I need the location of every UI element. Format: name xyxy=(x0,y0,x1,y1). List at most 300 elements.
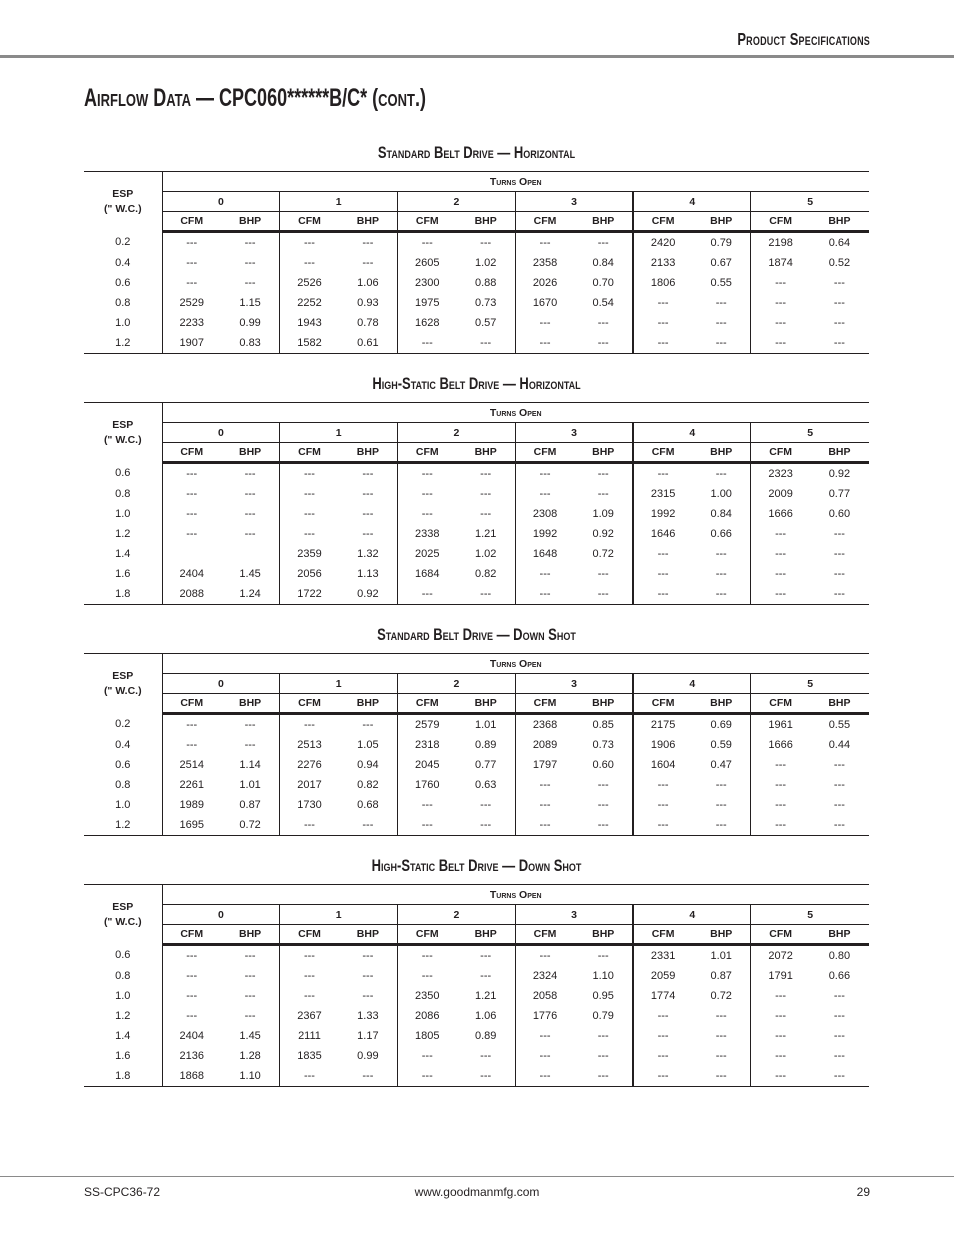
bhp-cell: --- xyxy=(339,714,398,736)
footer-rule xyxy=(0,1176,954,1177)
bhp-cell: 0.92 xyxy=(828,468,851,480)
bhp-cell: --- xyxy=(456,484,515,504)
bhp-cell: --- xyxy=(221,524,280,544)
cfm-cell: 2359 xyxy=(297,548,322,560)
cfm-cell: --- xyxy=(539,488,551,500)
bhp-cell: 1.00 xyxy=(692,484,751,504)
bhp-column-header: BHP xyxy=(456,443,515,463)
esp-label: ESP xyxy=(112,669,134,682)
bhp-cell: --- xyxy=(810,815,869,836)
turns-column-header: 2 xyxy=(398,192,516,212)
bhp-column-header: BHP xyxy=(339,694,398,714)
cfm-cell: --- xyxy=(539,950,551,962)
cfm-cell: --- xyxy=(539,568,551,580)
bhp-cell: 1.09 xyxy=(574,504,633,524)
cfm-cell: 2350 xyxy=(415,990,440,1002)
header-row-turns-open xyxy=(84,885,869,905)
cfm-cell: --- xyxy=(186,277,198,289)
cfm-cell: --- xyxy=(539,468,551,480)
bhp-cell: 0.44 xyxy=(828,739,851,751)
esp-value-cell: 1.8 xyxy=(84,1066,162,1087)
table-row xyxy=(84,484,869,504)
bhp-column-header: BHP xyxy=(574,212,633,232)
bhp-cell: 0.94 xyxy=(339,755,398,775)
bhp-cell: --- xyxy=(692,815,751,836)
cfm-column-header: CFM xyxy=(633,443,692,463)
table-row xyxy=(84,293,869,313)
bhp-cell: 1.02 xyxy=(456,544,515,564)
bhp-cell: --- xyxy=(833,317,845,329)
bhp-cell: 1.45 xyxy=(221,1026,280,1046)
bhp-cell: 1.05 xyxy=(339,735,398,755)
bhp-cell: 0.82 xyxy=(456,564,515,584)
bhp-cell: 1.13 xyxy=(339,564,398,584)
bhp-cell: 0.57 xyxy=(456,313,515,333)
cfm-cell: 2009 xyxy=(768,488,793,500)
cfm-cell: 2338 xyxy=(415,528,440,540)
turns-column-header: 4 xyxy=(633,423,751,443)
bhp-column-header: BHP xyxy=(339,443,398,463)
cfm-cell: 2088 xyxy=(162,584,221,605)
cfm-cell: 1604 xyxy=(650,759,676,771)
cfm-cell: --- xyxy=(421,970,433,982)
turns-column-header: 3 xyxy=(515,674,633,694)
bhp-cell: --- xyxy=(339,484,398,504)
cfm-cell: 1806 xyxy=(650,277,676,289)
table-title-high-static-down-shot: High-Static Belt Drive — Down Shot xyxy=(371,856,582,875)
cfm-column-header: CFM xyxy=(398,694,457,714)
bhp-cell: --- xyxy=(692,1006,751,1026)
turns-column-header: 0 xyxy=(162,905,280,925)
bhp-cell: --- xyxy=(221,1006,280,1026)
bhp-column-header: BHP xyxy=(574,925,633,945)
cfm-cell: 2198 xyxy=(768,237,793,249)
cfm-cell: --- xyxy=(186,719,198,731)
turns-column-header: 4 xyxy=(633,674,751,694)
esp-value-cell: 0.4 xyxy=(84,253,162,273)
cfm-cell: --- xyxy=(775,528,787,540)
bhp-cell: --- xyxy=(456,584,515,605)
cfm-cell: 2089 xyxy=(532,739,558,751)
bhp-cell: --- xyxy=(833,779,845,791)
bhp-cell: --- xyxy=(810,1066,869,1087)
bhp-cell: 0.64 xyxy=(828,237,851,249)
cfm-cell: --- xyxy=(186,468,198,480)
cfm-cell: --- xyxy=(539,317,551,329)
cfm-cell: --- xyxy=(775,548,787,560)
cfm-cell: --- xyxy=(657,1030,669,1042)
bhp-cell: 0.78 xyxy=(339,313,398,333)
cfm-cell: 2252 xyxy=(297,297,322,309)
cfm-cell: 2072 xyxy=(768,950,793,962)
bhp-cell: 1.33 xyxy=(339,1006,398,1026)
esp-value-cell: 1.2 xyxy=(84,524,162,544)
turns-column-header: 1 xyxy=(280,905,398,925)
header-row-units xyxy=(84,443,869,463)
bhp-cell: 0.89 xyxy=(456,735,515,755)
cfm-cell: 2133 xyxy=(650,257,676,269)
cfm-cell: --- xyxy=(186,1010,198,1022)
bhp-column-header: BHP xyxy=(810,694,869,714)
cfm-cell: 2368 xyxy=(532,719,558,731)
cfm-cell: --- xyxy=(398,584,457,605)
bhp-cell: 1.28 xyxy=(221,1046,280,1066)
table-row xyxy=(84,1026,869,1046)
turns-column-header: 3 xyxy=(515,192,633,212)
bhp-cell: --- xyxy=(692,584,751,605)
turns-column-header: 1 xyxy=(280,674,398,694)
cfm-cell: 1835 xyxy=(297,1050,322,1062)
cfm-cell: 2086 xyxy=(415,1010,440,1022)
cfm-cell: --- xyxy=(186,950,198,962)
esp-value-cell: 1.2 xyxy=(84,815,162,836)
cfm-cell: 2420 xyxy=(650,237,676,249)
cfm-column-header: CFM xyxy=(162,694,221,714)
bhp-cell: 0.84 xyxy=(574,253,633,273)
cfm-cell: 1730 xyxy=(297,799,322,811)
bhp-cell: --- xyxy=(833,759,845,771)
bhp-column-header: BHP xyxy=(692,694,751,714)
bhp-cell: --- xyxy=(692,1026,751,1046)
cfm-cell: --- xyxy=(398,333,457,354)
bhp-cell: 1.10 xyxy=(221,1066,280,1087)
esp-label: ESP xyxy=(112,418,134,431)
turns-open-header: Turns Open xyxy=(162,403,869,423)
esp-column-header xyxy=(84,403,162,463)
cfm-cell: --- xyxy=(751,815,810,836)
bhp-cell: --- xyxy=(833,799,845,811)
airflow-table-standard-horizontal xyxy=(84,171,869,354)
bhp-column-header: BHP xyxy=(574,694,633,714)
bhp-cell: 0.47 xyxy=(692,755,751,775)
header-row-turns-open xyxy=(84,403,869,423)
bhp-cell: 0.82 xyxy=(339,775,398,795)
cfm-cell: --- xyxy=(280,815,339,836)
esp-unit-label: (" W.C.) xyxy=(103,684,142,697)
bhp-cell: 0.63 xyxy=(456,775,515,795)
bhp-cell: --- xyxy=(339,1066,398,1087)
bhp-cell: --- xyxy=(339,253,398,273)
cfm-cell: 1774 xyxy=(650,990,676,1002)
esp-value-cell: 0.8 xyxy=(84,966,162,986)
table-row xyxy=(84,735,869,755)
bhp-cell: --- xyxy=(339,945,398,967)
cfm-column-header: CFM xyxy=(280,212,339,232)
header-row-units xyxy=(84,694,869,714)
bhp-cell: 1.24 xyxy=(221,584,280,605)
esp-value-cell: 0.6 xyxy=(84,945,162,967)
cfm-cell: --- xyxy=(539,237,551,249)
cfm-cell: 2605 xyxy=(415,257,440,269)
cfm-cell: 1805 xyxy=(415,1030,440,1042)
header-row-turn-numbers xyxy=(84,674,869,694)
cfm-cell: --- xyxy=(633,815,692,836)
cfm-cell: 1907 xyxy=(162,333,221,354)
bhp-cell: --- xyxy=(833,297,845,309)
bhp-cell: --- xyxy=(221,966,280,986)
bhp-cell: 0.99 xyxy=(339,1046,398,1066)
bhp-cell: 0.79 xyxy=(574,1006,633,1026)
airflow-table-high-static-horizontal xyxy=(84,402,869,605)
cfm-cell: --- xyxy=(186,508,198,520)
cfm-cell: 2026 xyxy=(532,277,558,289)
bhp-cell: --- xyxy=(221,463,280,485)
bhp-column-header: BHP xyxy=(221,443,280,463)
cfm-cell: --- xyxy=(186,257,198,269)
bhp-cell: --- xyxy=(339,524,398,544)
bhp-column-header: BHP xyxy=(221,212,280,232)
bhp-cell: --- xyxy=(339,463,398,485)
cfm-cell: 1906 xyxy=(650,739,676,751)
cfm-cell: 2276 xyxy=(297,759,322,771)
cfm-column-header: CFM xyxy=(162,443,221,463)
cfm-column-header: CFM xyxy=(515,925,574,945)
cfm-cell: --- xyxy=(421,468,433,480)
cfm-cell: --- xyxy=(775,759,787,771)
footer-doc-id: SS-CPC36-72 xyxy=(84,1185,161,1199)
bhp-cell: 0.73 xyxy=(456,293,515,313)
bhp-cell: --- xyxy=(339,966,398,986)
turns-column-header: 4 xyxy=(633,192,751,212)
bhp-cell: --- xyxy=(339,815,398,836)
table-row xyxy=(84,795,869,815)
bhp-cell: 0.77 xyxy=(828,488,851,500)
cfm-cell: --- xyxy=(421,799,433,811)
cfm-cell: 2526 xyxy=(297,277,322,289)
bhp-cell: 0.89 xyxy=(456,1026,515,1046)
cfm-cell: 2323 xyxy=(768,468,793,480)
bhp-cell: --- xyxy=(574,815,633,836)
cfm-cell: 2300 xyxy=(415,277,440,289)
cfm-cell: 1874 xyxy=(768,257,793,269)
bhp-column-header: BHP xyxy=(339,212,398,232)
cfm-cell: 2136 xyxy=(179,1050,204,1062)
bhp-cell: 1.15 xyxy=(221,293,280,313)
cfm-cell: --- xyxy=(775,297,787,309)
bhp-cell: 0.80 xyxy=(828,950,851,962)
esp-value-cell: 1.0 xyxy=(84,986,162,1006)
bhp-cell: 0.95 xyxy=(574,986,633,1006)
bhp-cell: 0.60 xyxy=(828,508,851,520)
cfm-column-header: CFM xyxy=(398,925,457,945)
bhp-cell: 1.14 xyxy=(221,755,280,775)
bhp-cell: --- xyxy=(692,1046,751,1066)
cfm-cell: --- xyxy=(657,799,669,811)
bhp-cell: 0.87 xyxy=(221,795,280,815)
bhp-cell: --- xyxy=(221,504,280,524)
cfm-cell: 1666 xyxy=(768,508,793,520)
bhp-cell: --- xyxy=(339,232,398,254)
cfm-cell: --- xyxy=(303,990,315,1002)
bhp-cell: 0.54 xyxy=(574,293,633,313)
bhp-cell: --- xyxy=(692,544,751,564)
cfm-cell: 2025 xyxy=(415,548,440,560)
cfm-cell: --- xyxy=(775,1010,787,1022)
bhp-cell: --- xyxy=(456,1046,515,1066)
cfm-cell: --- xyxy=(775,990,787,1002)
bhp-cell: 1.01 xyxy=(221,775,280,795)
cfm-cell: --- xyxy=(421,237,433,249)
cfm-column-header: CFM xyxy=(633,925,692,945)
bhp-cell: --- xyxy=(456,815,515,836)
esp-value-cell: 0.8 xyxy=(84,484,162,504)
bhp-cell: --- xyxy=(221,484,280,504)
bhp-column-header: BHP xyxy=(810,925,869,945)
cfm-cell: --- xyxy=(775,277,787,289)
cfm-cell: --- xyxy=(657,548,669,560)
bhp-column-header: BHP xyxy=(221,694,280,714)
esp-value-cell: 0.4 xyxy=(84,735,162,755)
cfm-cell: 1648 xyxy=(532,548,558,560)
cfm-cell: 2017 xyxy=(297,779,322,791)
cfm-cell: --- xyxy=(303,950,315,962)
esp-value-cell: 0.2 xyxy=(84,714,162,736)
esp-column-header xyxy=(84,172,162,232)
esp-column-header xyxy=(84,885,162,945)
bhp-cell: --- xyxy=(456,232,515,254)
bhp-cell: --- xyxy=(456,966,515,986)
bhp-cell xyxy=(221,544,280,564)
cfm-cell: 1791 xyxy=(768,970,793,982)
cfm-cell: 2058 xyxy=(532,990,558,1002)
cfm-cell: 2404 xyxy=(179,568,204,580)
cfm-cell: --- xyxy=(303,237,315,249)
cfm-cell: 2513 xyxy=(297,739,322,751)
turns-open-header: Turns Open xyxy=(162,885,869,905)
esp-value-cell: 0.6 xyxy=(84,273,162,293)
esp-value-cell: 1.2 xyxy=(84,1006,162,1026)
cfm-cell: --- xyxy=(539,1030,551,1042)
bhp-cell: 0.72 xyxy=(221,815,280,836)
cfm-cell: 1992 xyxy=(532,528,558,540)
cfm-cell: --- xyxy=(657,468,669,480)
bhp-cell: 0.59 xyxy=(692,735,751,755)
bhp-column-header: BHP xyxy=(692,443,751,463)
table-row xyxy=(84,1006,869,1026)
esp-label: ESP xyxy=(112,187,134,200)
cfm-cell: --- xyxy=(515,333,574,354)
bhp-cell: 0.99 xyxy=(221,313,280,333)
cfm-cell: --- xyxy=(751,333,810,354)
cfm-column-header: CFM xyxy=(398,212,457,232)
cfm-cell: --- xyxy=(633,333,692,354)
turns-column-header: 3 xyxy=(515,423,633,443)
bhp-cell: 0.93 xyxy=(339,293,398,313)
cfm-cell: 2358 xyxy=(532,257,558,269)
esp-value-cell: 1.8 xyxy=(84,584,162,605)
cfm-cell: --- xyxy=(186,237,198,249)
cfm-cell: --- xyxy=(515,1066,574,1087)
cfm-column-header: CFM xyxy=(751,925,810,945)
cfm-cell: --- xyxy=(421,1050,433,1062)
cfm-cell: --- xyxy=(303,508,315,520)
turns-column-header: 0 xyxy=(162,674,280,694)
cfm-cell: 2514 xyxy=(179,759,204,771)
bhp-cell: 1.45 xyxy=(221,564,280,584)
esp-unit-label: (" W.C.) xyxy=(103,915,142,928)
table-row xyxy=(84,714,869,736)
cfm-cell: 1989 xyxy=(179,799,204,811)
bhp-cell: 1.06 xyxy=(339,273,398,293)
cfm-cell: --- xyxy=(633,584,692,605)
esp-unit-label: (" W.C.) xyxy=(103,433,142,446)
turns-column-header: 2 xyxy=(398,905,516,925)
header-row-turn-numbers xyxy=(84,423,869,443)
bhp-cell: 1.21 xyxy=(456,986,515,1006)
cfm-cell: --- xyxy=(303,970,315,982)
footer-page-number: 29 xyxy=(856,1185,870,1199)
header-row-turns-open xyxy=(84,172,869,192)
header-rule xyxy=(0,55,954,58)
bhp-cell: --- xyxy=(692,313,751,333)
bhp-cell: --- xyxy=(692,293,751,313)
cfm-cell: --- xyxy=(775,779,787,791)
bhp-cell: --- xyxy=(221,273,280,293)
bhp-cell: 1.32 xyxy=(339,544,398,564)
cfm-cell: 1670 xyxy=(532,297,558,309)
cfm-column-header: CFM xyxy=(515,694,574,714)
bhp-cell: --- xyxy=(833,1030,845,1042)
bhp-cell: --- xyxy=(221,253,280,273)
bhp-cell: 0.72 xyxy=(692,986,751,1006)
bhp-cell: --- xyxy=(833,1010,845,1022)
table-row xyxy=(84,564,869,584)
bhp-cell: 1.17 xyxy=(339,1026,398,1046)
bhp-cell: --- xyxy=(833,548,845,560)
bhp-cell: --- xyxy=(574,313,633,333)
cfm-cell: 2111 xyxy=(298,1030,321,1042)
cfm-cell: 1628 xyxy=(415,317,440,329)
bhp-cell: --- xyxy=(456,795,515,815)
cfm-cell: --- xyxy=(303,257,315,269)
bhp-cell: --- xyxy=(574,484,633,504)
bhp-cell: 0.60 xyxy=(574,755,633,775)
bhp-column-header: BHP xyxy=(574,443,633,463)
turns-column-header: 5 xyxy=(751,192,869,212)
turns-column-header: 5 xyxy=(751,423,869,443)
cfm-cell: 2579 xyxy=(415,719,440,731)
turns-column-header: 2 xyxy=(398,674,516,694)
cfm-cell: --- xyxy=(775,317,787,329)
bhp-cell: --- xyxy=(221,714,280,736)
bhp-cell: --- xyxy=(456,1066,515,1087)
table-row xyxy=(84,232,869,254)
table-row xyxy=(84,986,869,1006)
cfm-cell: 1868 xyxy=(162,1066,221,1087)
bhp-cell: 0.55 xyxy=(828,719,851,731)
bhp-cell: 0.92 xyxy=(339,584,398,605)
bhp-cell: --- xyxy=(574,1046,633,1066)
table-title-standard-down-shot: Standard Belt Drive — Down Shot xyxy=(377,625,576,644)
cfm-cell: --- xyxy=(398,815,457,836)
bhp-cell: --- xyxy=(833,1050,845,1062)
cfm-column-header: CFM xyxy=(280,925,339,945)
bhp-column-header: BHP xyxy=(456,212,515,232)
cfm-cell: --- xyxy=(421,508,433,520)
bhp-cell: 0.68 xyxy=(339,795,398,815)
cfm-cell: 1776 xyxy=(532,1010,558,1022)
bhp-cell: --- xyxy=(339,986,398,1006)
bhp-cell: --- xyxy=(456,504,515,524)
table-row xyxy=(84,313,869,333)
cfm-column-header: CFM xyxy=(398,443,457,463)
bhp-column-header: BHP xyxy=(810,443,869,463)
cfm-cell: --- xyxy=(398,1066,457,1087)
cfm-cell: --- xyxy=(775,1050,787,1062)
cfm-cell: --- xyxy=(186,528,198,540)
table-row xyxy=(84,755,869,775)
header-row-units xyxy=(84,925,869,945)
